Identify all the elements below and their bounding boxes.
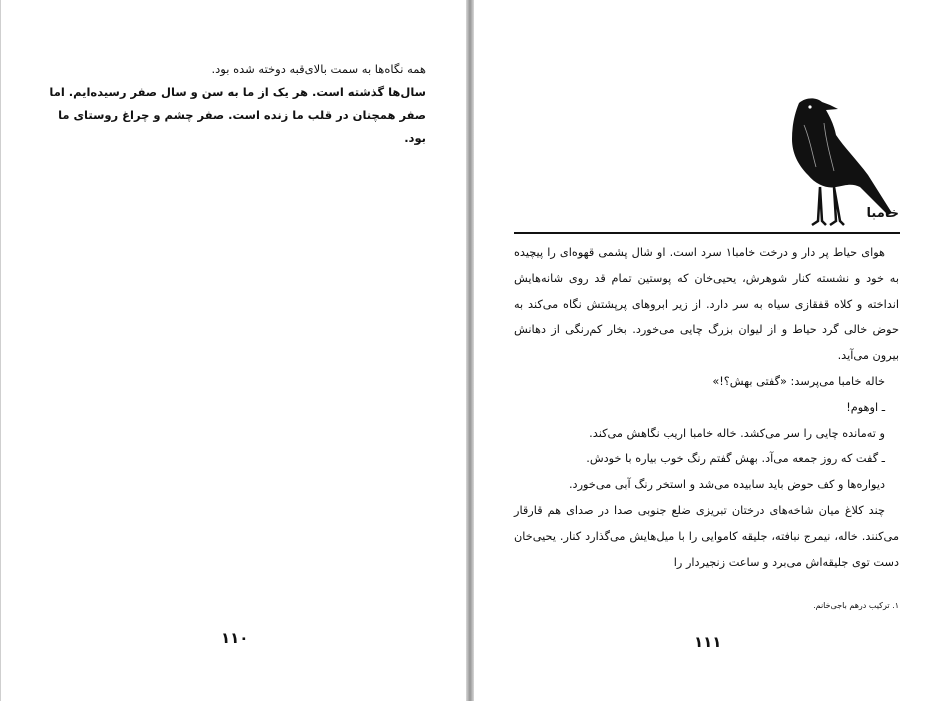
- chapter-divider: [514, 232, 900, 234]
- body-paragraph-7: چند کلاغ میان شاخه‌های درختان تبریزی ضلع جنوبی صدا در صدای هم قارقار می‌کنند. خاله، نیمرج نبافته، جلیقه کاموایی را با میل‌هایش می‌گذارد کنار. یحیی‌خان دست توی جلیقه‌اش می‌برد و ساعت زنجیردار را: [514, 503, 899, 569]
- body-paragraph-3: ـ اوهوم!: [846, 400, 885, 414]
- body-paragraph-2: خاله خامبا می‌پرسد: «گفتی بهش؟!»: [712, 374, 885, 388]
- footnote: ۱. ترکیب درهم باجی‌خانم.: [813, 601, 899, 610]
- book-gutter: [466, 0, 474, 701]
- page-number-right: ۱۱۱: [694, 633, 722, 651]
- body-paragraph-1: هوای حیاط پر دار و درخت خامبا۱ سرد است. او شال پشمی قهوه‌ای را پیچیده به خود و نشسته کنار شوهرش، یحیی‌خان که پوستین تمام قد روی شانه‌هایش انداخته و کلاه قفقازی سیاه به سر دارد. از زیر ابروهای پرپشتش نگاه می‌کند به حوض خالی گرد حیاط و از لیوان بزرگ چایی می‌خورد. بخار کم‌رنگی از دهانش بیرون می‌آید.: [514, 246, 899, 363]
- page-number-left: ۱۱۰: [221, 629, 249, 647]
- left-page-text: [41, 58, 426, 150]
- chapter-title: خامبا: [866, 206, 899, 221]
- chapter-body-text: [514, 240, 899, 575]
- left-paragraph-1: همه نگاه‌ها به سمت بالای‌قبه دوخته شده بود.: [211, 62, 426, 76]
- body-paragraph-6: دیواره‌ها و کف حوض باید سابیده می‌شد و استخر رنگ آبی می‌خورد.: [568, 478, 885, 492]
- body-paragraph-4: و ته‌مانده چایی را سر می‌کشد. خاله خامبا اریب نگاهش می‌کند.: [589, 426, 885, 440]
- right-page: [474, 0, 937, 701]
- left-paragraph-2: سال‌ها گذشته است. هر یک از ما به سن و سال صفر رسیده‌ایم. اما صفر همچنان در قلب ما زنده است. صفر چشم و چراغ روستای ما بود.: [49, 85, 426, 145]
- left-page: [0, 0, 466, 701]
- body-paragraph-5: ـ گفت که روز جمعه می‌آد. بهش گفتم رنگ خوب بیاره با خودش.: [586, 452, 885, 466]
